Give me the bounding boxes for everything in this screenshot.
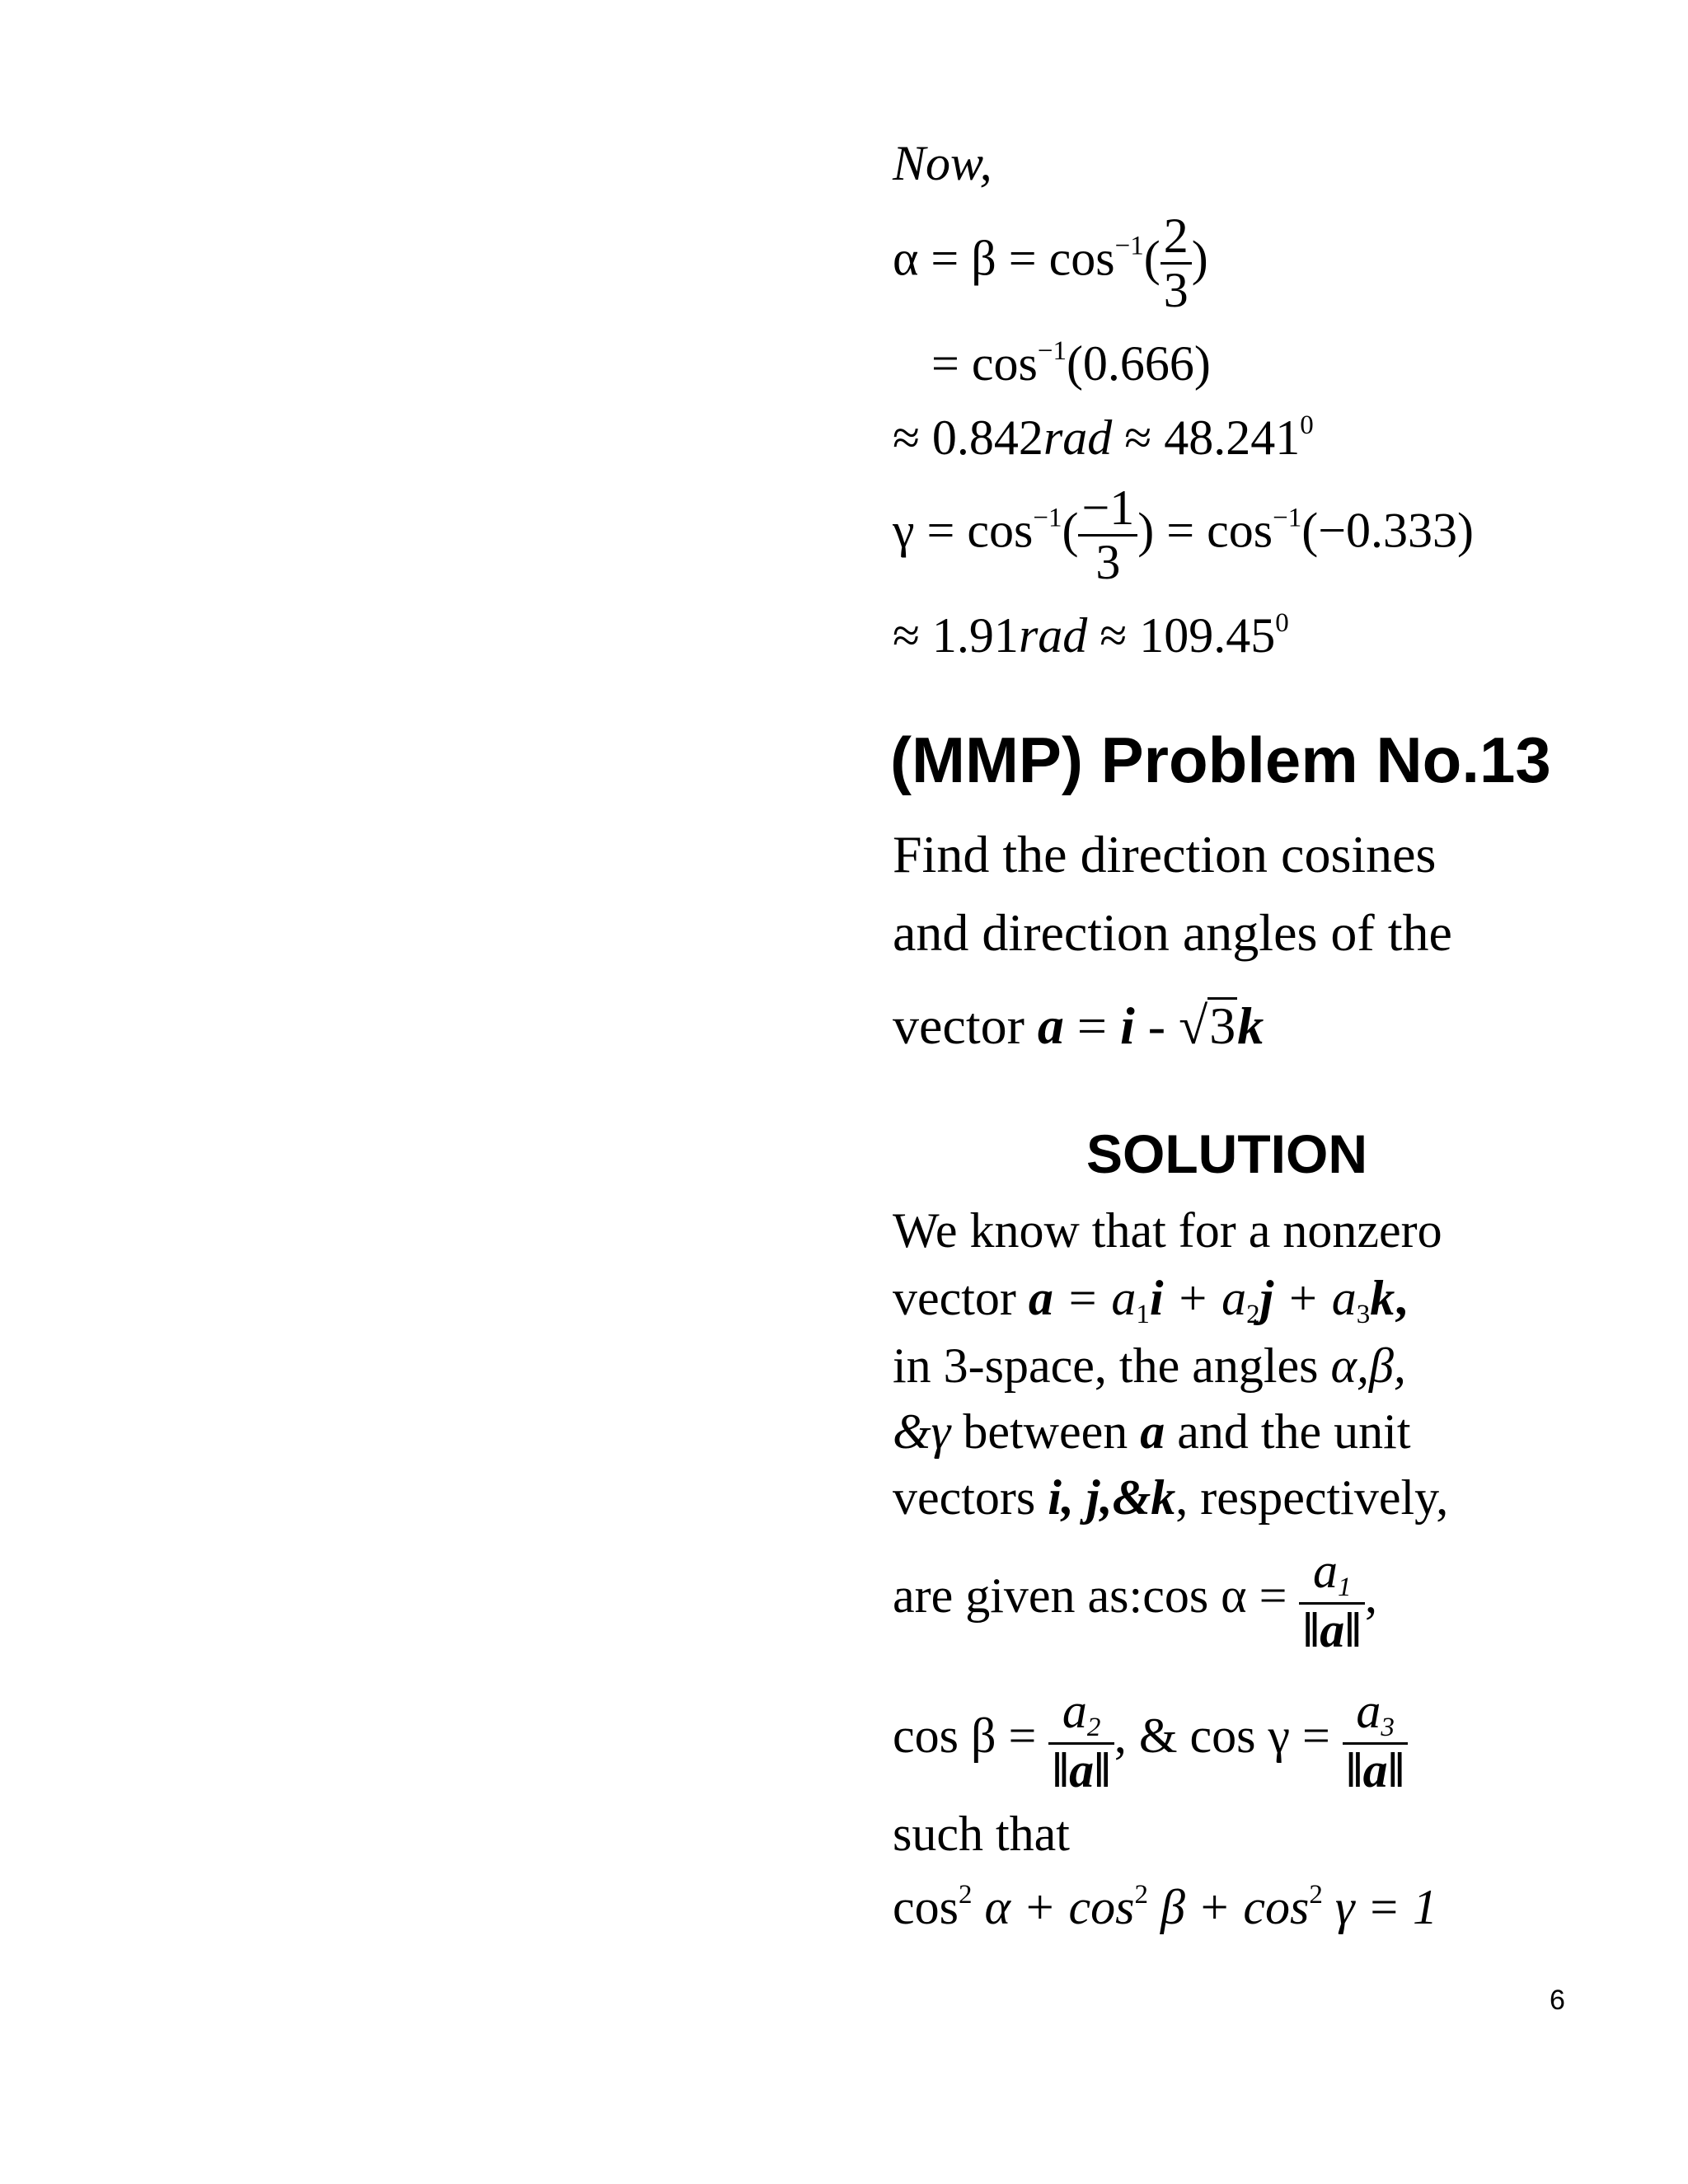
line9-cos1: cos (893, 1879, 959, 1934)
line2-plus1: + a (1163, 1271, 1247, 1325)
eq1-lhs: α = β = cos (893, 231, 1115, 286)
line6-num (1299, 1545, 1364, 1602)
line6-fraction (1299, 1545, 1364, 1657)
line6-den: ‖a‖ (1299, 1602, 1364, 1657)
solution-line-5 (893, 1470, 1449, 1525)
line7-mid: , & cos γ = (1114, 1708, 1343, 1764)
line3-text: in 3-space, the angles (893, 1338, 1331, 1393)
eq3-approx2: ≈ 48.241 (1112, 410, 1301, 465)
line2-sub2: 2 (1246, 1299, 1260, 1329)
eq2-pre: = cos (931, 335, 1038, 391)
eq3-approx1: ≈ 0.842 (893, 410, 1043, 465)
radicand: 3 (1209, 996, 1236, 1055)
vector-i: i (1120, 996, 1135, 1055)
line7-fraction-1 (1048, 1685, 1114, 1797)
line2-plus2: + a (1273, 1271, 1357, 1325)
line7-num2-sub: 3 (1381, 1712, 1395, 1742)
line9-sup2: 2 (1134, 1880, 1148, 1910)
line6-num-sub: 1 (1337, 1572, 1352, 1602)
eq1-close: ) (1191, 231, 1208, 286)
line4-text1: between (950, 1404, 1141, 1459)
eq2-rest: (0.666) (1066, 335, 1211, 391)
line7-den2: ‖a‖ (1343, 1742, 1408, 1797)
line7-den1: ‖a‖ (1048, 1742, 1114, 1797)
line7-num1 (1048, 1685, 1114, 1742)
line2-j: j (1259, 1271, 1274, 1325)
vector-eq: = (1063, 996, 1120, 1055)
vector-pre: vector (893, 996, 1038, 1055)
eq4-inverse-sup1: −1 (1033, 503, 1062, 533)
problem-heading: (MMP) Problem No.13 (890, 724, 1551, 796)
problem-line-1: Find the direction cosines (893, 825, 1437, 883)
problem-line-2: and direction angles of the (893, 903, 1452, 962)
eq4-open: ( (1062, 503, 1079, 558)
line4-a: a (1140, 1404, 1165, 1459)
line7-num2-a: a (1356, 1684, 1381, 1738)
solution-heading: SOLUTION (1086, 1123, 1367, 1184)
eq3-unit: rad (1043, 410, 1113, 465)
equation-approx-alpha (893, 410, 1314, 465)
line2-comma: , (1395, 1271, 1408, 1325)
line9-sup3: 2 (1309, 1880, 1323, 1910)
eq4-rest: (−0.333) (1301, 503, 1475, 558)
eq1-numerator: 2 (1163, 209, 1189, 263)
eq1-fraction (1160, 210, 1192, 316)
eq1-inverse-sup: −1 (1114, 231, 1144, 261)
line2-pre: vector (893, 1271, 1029, 1325)
solution-line-3 (893, 1338, 1406, 1393)
vector-a: a (1037, 996, 1064, 1055)
eq4-numerator: −1 (1081, 480, 1135, 535)
line5-text1: vectors (893, 1470, 1048, 1525)
line7-num2 (1343, 1685, 1408, 1742)
line3-greek: α,β, (1330, 1338, 1406, 1393)
now-label: Now, (893, 136, 992, 190)
equation-alpha-beta (893, 210, 1208, 316)
line6-text: are given as:cos α = (893, 1568, 1300, 1624)
eq4-lhs: γ = cos (893, 503, 1034, 558)
line7-pre: cos β = (893, 1708, 1049, 1764)
eq1-open: ( (1143, 231, 1160, 286)
line6-tail: , (1364, 1568, 1377, 1624)
line2-i: i (1149, 1271, 1164, 1325)
eq4-denominator: 3 (1078, 534, 1137, 588)
eq5-unit: rad (1018, 607, 1088, 663)
solution-line-8: such that (893, 1807, 1070, 1861)
page-number: 6 (1550, 1985, 1565, 2016)
line4-amp-gamma: &γ (893, 1404, 951, 1459)
line9-sup1: 2 (958, 1880, 973, 1910)
line2-eq: = a (1053, 1271, 1137, 1325)
solution-line-2 (893, 1273, 1407, 1329)
equation-cos-0666 (931, 335, 1211, 391)
radical-sign: √ (1179, 996, 1208, 1055)
solution-line-7 (893, 1685, 1408, 1797)
line2-a: a (1028, 1271, 1053, 1325)
vector-k: k (1237, 996, 1264, 1055)
line5-text2: , respectively, (1175, 1470, 1449, 1525)
line7-num1-a: a (1062, 1684, 1087, 1738)
line2-sub1: 1 (1136, 1299, 1150, 1329)
eq1-denominator: 3 (1160, 262, 1192, 316)
eq4-close: ) = cos (1137, 503, 1273, 558)
line9-term2: β + cos (1147, 1879, 1310, 1934)
problem-line-3 (893, 996, 1264, 1055)
line7-fraction-2 (1343, 1685, 1408, 1797)
equation-approx-gamma (893, 607, 1289, 663)
line2-k: k (1370, 1271, 1395, 1325)
vector-minus: - (1134, 996, 1179, 1055)
eq5-approx1: ≈ 1.91 (893, 607, 1019, 663)
eq4-fraction (1078, 482, 1137, 588)
line7-num1-sub: 2 (1086, 1712, 1101, 1742)
solution-line-4 (893, 1404, 1411, 1459)
line9-term3: γ = 1 (1322, 1879, 1437, 1934)
solution-line-6 (893, 1545, 1377, 1657)
line2-sub3: 3 (1356, 1299, 1371, 1329)
eq3-degree: 0 (1300, 410, 1314, 440)
line6-num-a: a (1312, 1544, 1338, 1598)
eq5-degree: 0 (1275, 608, 1289, 638)
solution-line-9 (893, 1879, 1437, 1934)
eq5-approx2: ≈ 109.45 (1087, 607, 1276, 663)
solution-line-1: We know that for a nonzero (893, 1203, 1442, 1258)
line4-text2: and the unit (1165, 1404, 1411, 1459)
line9-term1: α + cos (972, 1879, 1135, 1934)
line5-vectors: i, j,&k (1048, 1470, 1176, 1525)
eq4-inverse-sup2: −1 (1273, 503, 1302, 533)
eq2-inverse-sup: −1 (1037, 336, 1067, 366)
equation-gamma (893, 482, 1474, 588)
